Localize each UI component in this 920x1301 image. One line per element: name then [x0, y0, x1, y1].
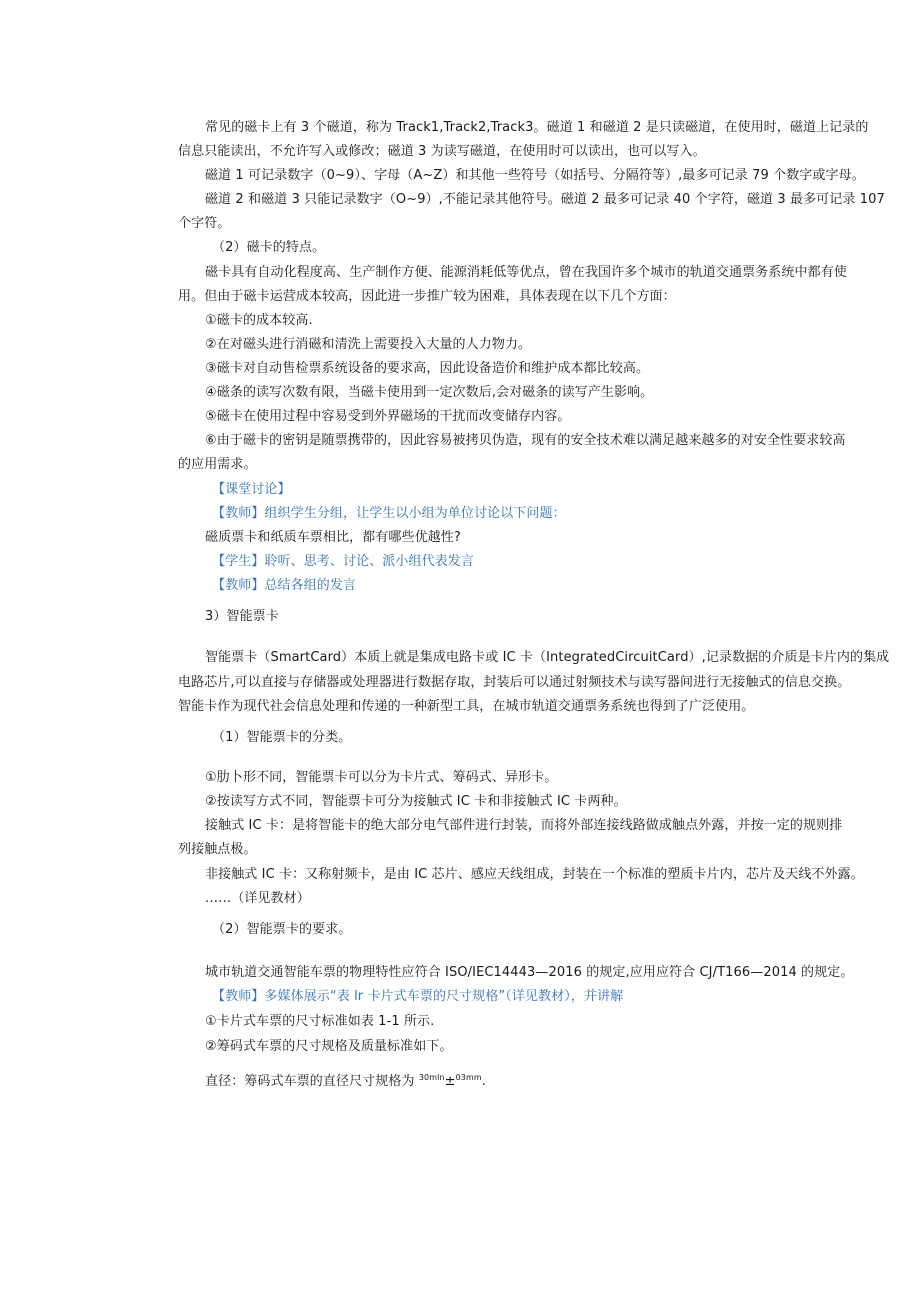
list-item: ③磁卡对自动售检票系统设备的要求高，因此设备造价和维护成本都比较高。 [205, 361, 650, 376]
paragraph-line: 常见的磁卡上有 3 个磁道，称为 Track1,Track2,Track3。磁道 1 和磁道 2 是只读磁道，在使用时，磁道上记录的 [205, 120, 869, 135]
paragraph-line: 信息只能读出，不允许写入或修改；磁道 3 为读写磁道，在使用时可以读出，也可以写入。 [178, 144, 706, 159]
paragraph-line: 智能卡作为现代社会信息处理和传递的一种新型工具，在城市轨道交通票务系统也得到了广泛使用。 [178, 699, 755, 714]
student-note: 【学生】聆听、思考、讨论、派小组代表发言 [212, 554, 475, 569]
paragraph-line: 非接触式 IC 卡：又称射频卡，是由 IC 芯片、感应天线组成，封装在一个标准的塑质卡片内，芯片及天线不外露。 [205, 867, 864, 882]
section-heading: （2）磁卡的特点。 [212, 240, 326, 255]
classroom-discussion-label: 【课堂讨论】 [212, 482, 291, 497]
list-item: ④磁条的读写次数有限，当磁卡使用到一定次数后,会对磁条的读写产生影响。 [205, 385, 654, 400]
paragraph-line: 列接触点极。 [178, 842, 257, 857]
diameter-text: 直径：筹码式车票的直径尺寸规格为 [205, 1074, 419, 1089]
paragraph-line: 智能票卡（SmartCard）本质上就是集成电路卡或 IC 卡（IntegratedCircuitCard）,记录数据的介质是卡片内的集成 [205, 650, 890, 665]
teacher-note: 【教师】多媒体展示“表 lr 卡片式车票的尺寸规格”（详见教材），并讲解 [212, 989, 624, 1004]
teacher-note: 【教师】组织学生分组，让学生以小组为单位讨论以下问题： [212, 506, 566, 521]
list-item: ⑤磁卡在使用过程中容易受到外界磁场的干扰而改变储存内容。 [205, 409, 571, 424]
paragraph-line: 用。但由于磁卡运营成本较高，因此进一步推广较为困难，具体表现在以下几个方面： [178, 289, 676, 304]
paragraph-line: 个字符。 [178, 216, 231, 231]
discussion-question: 磁质票卡和纸质车票相比，都有哪些优越性? [205, 530, 461, 545]
formula-plus-minus: ± [444, 1074, 456, 1089]
paragraph-line: 磁卡具有自动化程度高、生产制作方便、能源消耗低等优点，曾在我国许多个城市的轨道交通票务系统中都有使 [205, 265, 847, 280]
paragraph-line: 磁道 2 和磁道 3 只能记录数字（O~9）,不能记录其他符号。磁道 2 最多可记录 40 个字符，磁道 3 最多可记录 107 [205, 192, 885, 207]
list-item: ①卡片式车票的尺寸标准如表 1-1 所示. [205, 1014, 435, 1029]
paragraph-line: 接触式 IC 卡：是将智能卡的绝大部分电气部件进行封装，而将外部连接线路做成触点外露，并按一定的规则排 [205, 818, 843, 833]
section-heading: 3）智能票卡 [205, 609, 279, 624]
paragraph-line: 电路芯片,可以直接与存储器或处理器进行数据存取，封装后可以通过射频技术与读写器间进行无接触式的信息交换。 [178, 675, 851, 690]
see-textbook-note: ……（详见教材） [205, 891, 310, 906]
section-heading: （2）智能票卡的要求。 [212, 922, 352, 937]
formula-value: 30mln [418, 1073, 445, 1082]
list-item: ②按读写方式不同，智能票卡可分为接触式 IC 卡和非接触式 IC 卡两种。 [205, 794, 627, 809]
section-heading: （1）智能票卡的分类。 [212, 730, 352, 745]
list-item: ①肋卜形不同，智能票卡可以分为卡片式、筹码式、异形卡。 [205, 770, 558, 785]
list-item: 的应用需求。 [178, 457, 257, 472]
formula-end: . [481, 1074, 487, 1089]
list-item: ②在对磁头进行消磁和清洗上需要投入大量的人力物力。 [205, 337, 532, 352]
formula-tolerance: 03mm [455, 1073, 482, 1082]
list-item: ①磁卡的成本较高. [205, 313, 313, 328]
paragraph-line: 城市轨道交通智能车票的物理特性应符合 ISO/IEC14443—2016 的规定,应用应符合 CJ/T166—2014 的规定。 [205, 965, 854, 980]
teacher-note: 【教师】总结各组的发言 [212, 578, 357, 593]
diameter-line [205, 1068, 486, 1092]
paragraph-line: 磁道 1 可记录数字（0~9）、字母（A~Z）和其他一些符号（如括号、分隔符等）,最多可记录 79 个数字或字母。 [205, 168, 865, 183]
list-item: ⑥由于磁卡的密钥是随票携带的，因此容易被拷贝伪造，现有的安全技术难以满足越来越多的对安全性要求较高 [205, 433, 846, 448]
list-item: ②筹码式车票的尺寸规格及质量标准如下。 [205, 1039, 453, 1054]
